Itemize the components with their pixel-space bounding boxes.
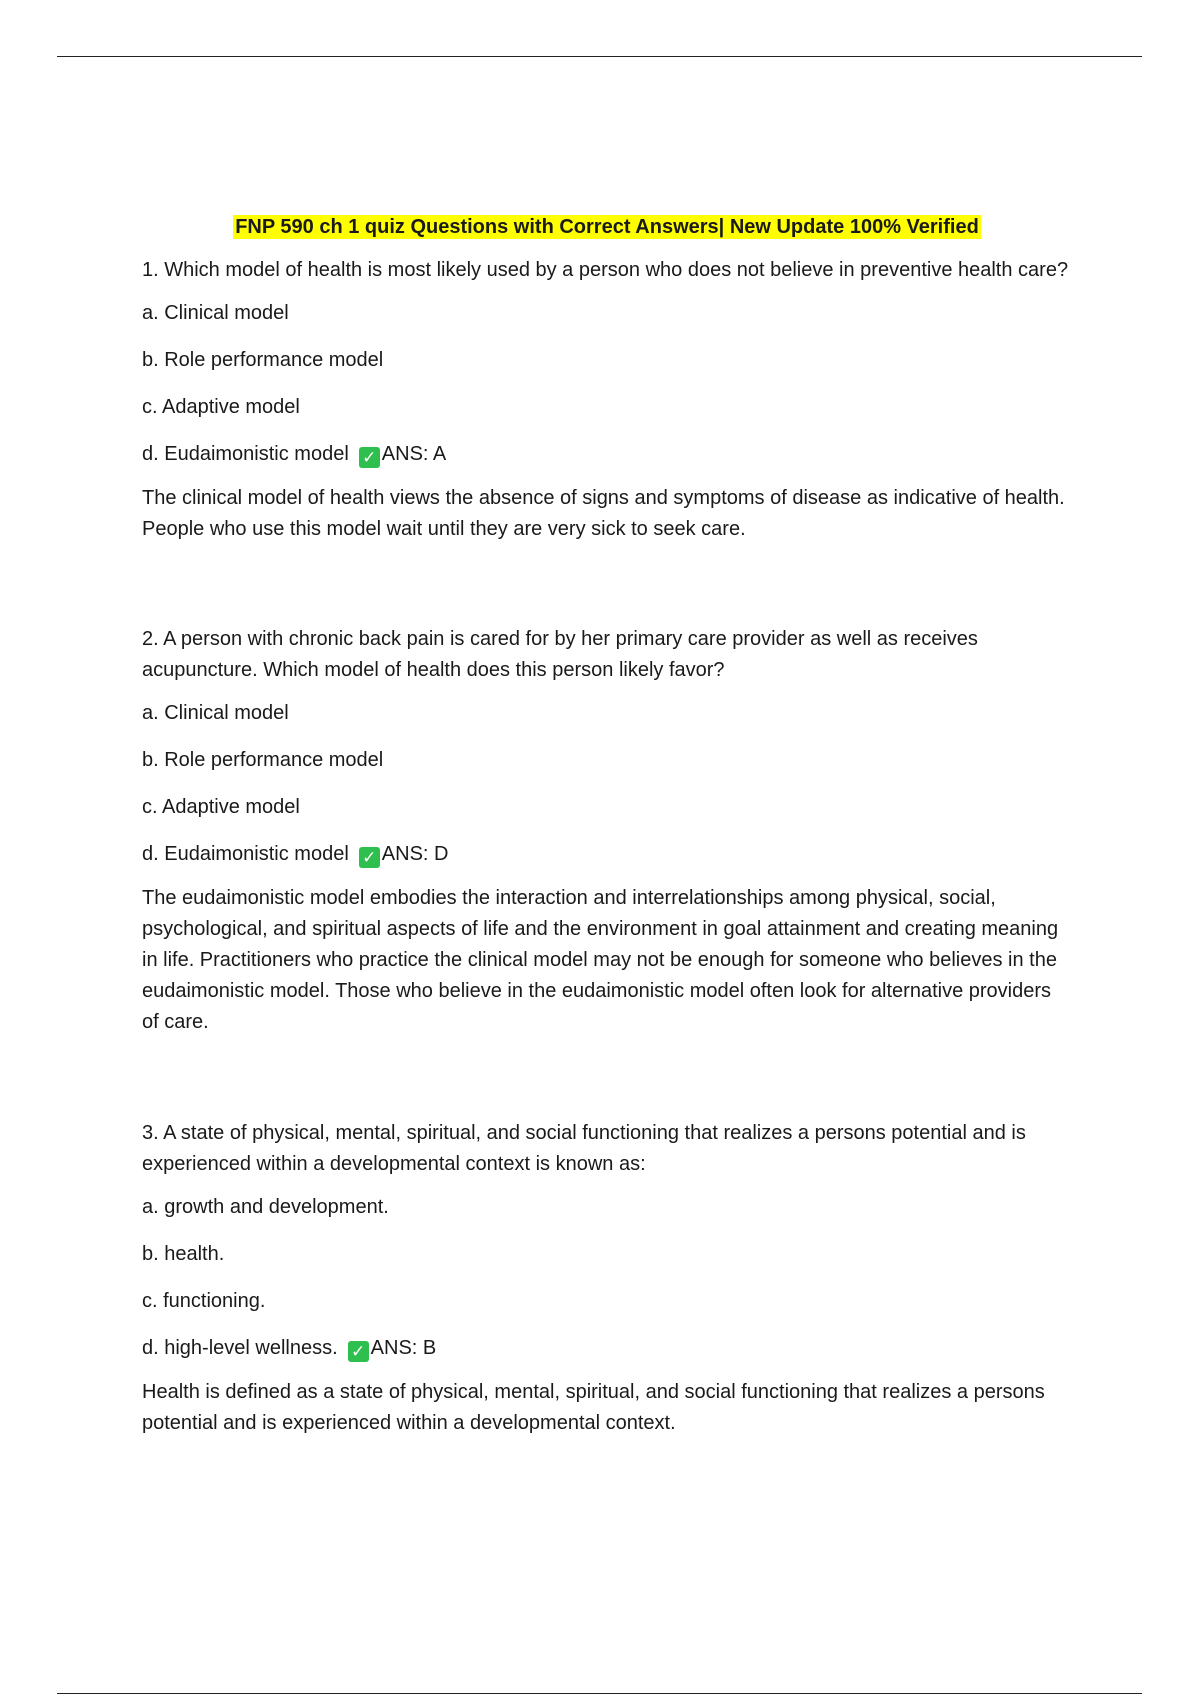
answer-label: ANS: B	[370, 1337, 437, 1359]
option-d: d. Eudaimonistic model	[142, 443, 349, 465]
document-page	[142, 215, 1072, 1439]
option-a: a. Clinical model	[142, 702, 289, 724]
answer-label: ANS: A	[381, 443, 447, 465]
bottom-divider	[57, 1693, 1142, 1694]
answer-explanation: The clinical model of health views the absence of signs and symptoms of disease as indicative of health. People who use this model wait until they are very sick to seek care.	[142, 487, 1065, 540]
option-d-with-answer	[142, 1335, 1072, 1362]
option-d: d. Eudaimonistic model	[142, 843, 349, 865]
option-a: a. Clinical model	[142, 302, 289, 324]
question-text: 2. A person with chronic back pain is cared for by her primary care provider as well as receives acupuncture. Which model of health does this person likely favor?	[142, 628, 978, 681]
option-a: a. growth and development.	[142, 1196, 389, 1218]
option-c: c. functioning.	[142, 1290, 266, 1312]
option-d: d. high-level wellness.	[142, 1337, 338, 1359]
question-text: 1. Which model of health is most likely used by a person who does not believe in preventive health care?	[142, 259, 1069, 281]
question-3	[142, 1118, 1072, 1439]
answer-label: ANS: D	[381, 843, 449, 865]
option-b: b. Role performance model	[142, 749, 384, 771]
option-c: c. Adaptive model	[142, 796, 300, 818]
option-d-with-answer	[142, 441, 1072, 468]
option-d-with-answer	[142, 841, 1072, 868]
top-divider	[57, 56, 1142, 57]
title-row	[142, 215, 1072, 239]
answer-explanation: The eudaimonistic model embodies the interaction and interrelationships among physical, social, psychological, and spiritual aspects of life and the environment in goal attainment and creating meaning in life. Practitioners who practice the clinical model may not be enough for someone who believes in the eudaimonistic model. Those who believe in the eudaimonistic model often look for alternative providers of care.	[142, 887, 1059, 1033]
option-c: c. Adaptive model	[142, 396, 300, 418]
option-b: b. Role performance model	[142, 349, 384, 371]
checkmark-icon: ✓	[348, 1341, 369, 1362]
question-2	[142, 624, 1072, 1038]
checkmark-icon: ✓	[359, 847, 380, 868]
option-b: b. health.	[142, 1243, 225, 1265]
checkmark-icon: ✓	[359, 447, 380, 468]
question-text: 3. A state of physical, mental, spiritual, and social functioning that realizes a persons potential and is experienced within a developmental context is known as:	[142, 1122, 1026, 1175]
answer-explanation: Health is defined as a state of physical, mental, spiritual, and social functioning that realizes a persons potential and is experienced within a developmental context.	[142, 1381, 1045, 1434]
question-1	[142, 255, 1072, 545]
document-title: FNP 590 ch 1 quiz Questions with Correct Answers| New Update 100% Verified	[235, 216, 979, 238]
